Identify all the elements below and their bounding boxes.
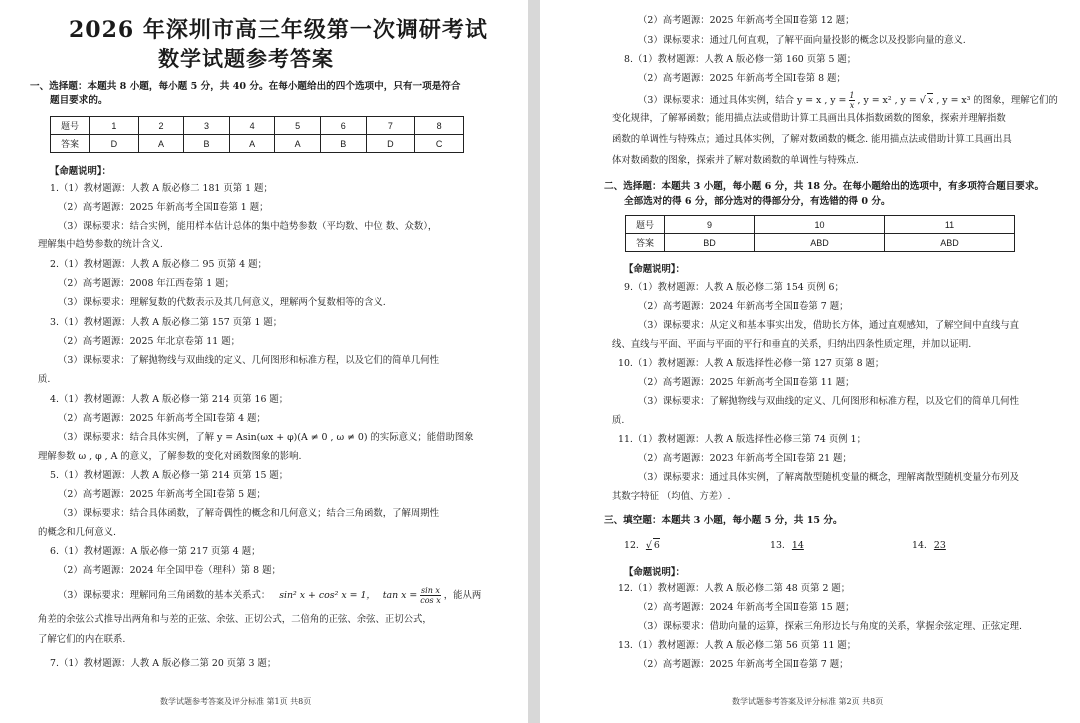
note-line: 质. (612, 415, 625, 426)
notes-heading: 【命题说明】： (624, 567, 685, 578)
fill-answer-sqrt: √ 6 (645, 540, 660, 551)
fill-number: 12. (624, 540, 639, 551)
note-line: 的概念和几何意义. (38, 527, 116, 538)
note-line: （3）课标要求：借助向量的运算，探索三角形边长与角度的关系，掌握余弦定理、正弦定理. (638, 621, 1022, 632)
page-footer: 数学试题参考答案及评分标准 第1页 共8页 (160, 697, 312, 706)
table-header-cell: 答案 (51, 135, 90, 153)
table-header-cell: 题号 (626, 216, 665, 234)
table-cell: 8 (415, 117, 464, 135)
note-line: 10.（1）教材题源：人教 A 版选择性必修一第 127 页第 8 题； (618, 358, 885, 369)
table-header-cell: 答案 (626, 234, 665, 252)
note-line: 函数的单调性与特殊点；通过具体实例，了解对数函数的概念. 能用描点法或借助计算工具画出具 (612, 134, 1012, 145)
note-line: （3）课标要求：了解抛物线与双曲线的定义、几何图形和标准方程，以及它们的简单几何性 (638, 396, 1019, 407)
note-line: （2）高考题源：2023 年新高考全国Ⅰ卷第 21 题； (638, 453, 852, 464)
note-line: 角差的余弦公式推导出两角和与差的正弦、余弦、正切公式，二倍角的正弦、余弦、正切公式， (38, 614, 432, 625)
table-header-cell: 题号 (51, 117, 90, 135)
note-line: 线、直线与平面、平面与平面的平行和垂直的关系，归纳出四条性质定理，并加以证明. (612, 339, 972, 350)
note-line-formula (638, 91, 1058, 110)
table-cell: 10 (755, 216, 885, 234)
note-line: （3）课标要求：结合具体函数，了解奇偶性的概念和几何意义；结合三角函数，了解周期性 (58, 508, 439, 519)
formula-tan-fraction (420, 586, 440, 605)
note-line: 1.（1）教材题源：人教 A 版必修二 181 页第 1 题； (50, 183, 273, 194)
fill-answer-12 (624, 538, 660, 553)
doc-title: 2026 年深圳市高三年级第一次调研考试 (69, 17, 488, 43)
table-cell: ABD (755, 234, 885, 252)
table-cell: 3 (184, 117, 230, 135)
note-line-mid: , y = x² , y = (857, 95, 917, 106)
sqrt-radical-icon: √ (919, 95, 927, 106)
note-line: 质. (38, 374, 51, 385)
fill-number: 14. (912, 540, 927, 551)
table-row (51, 117, 464, 135)
page-1 (0, 0, 528, 723)
note-line: 3.（1）教材题源：人教 A 版必修二第 157 页第 1 题； (50, 317, 283, 328)
table-cell: B (184, 135, 230, 153)
notes-heading: 【命题说明】： (624, 264, 685, 275)
table-cell: A (275, 135, 321, 153)
table-cell: 5 (275, 117, 321, 135)
note-line: 5.（1）教材题源：人教 A 版必修一第 214 页第 15 题； (50, 470, 289, 481)
table-row (626, 234, 1015, 252)
note-line: 7.（1）教材题源：人教 A 版必修二第 20 页第 3 题； (50, 658, 277, 669)
note-line: （2）高考题源：2024 年全国甲卷（理科）第 8 题； (58, 565, 281, 576)
note-line: 6.（1）教材题源：A 版必修一第 217 页第 4 题； (50, 546, 261, 557)
note-line-tail: ，能从两 (443, 590, 482, 601)
table-cell: 9 (665, 216, 755, 234)
note-line: 理解参数 ω , φ , A 的意义，了解参数的变化对函数图象的影响. (38, 451, 302, 462)
page-footer: 数学试题参考答案及评分标准 第2页 共8页 (732, 697, 884, 706)
fill-answer: 14 (791, 540, 804, 551)
section-2-heading: 二、选择题：本题共 3 小题，每小题 6 分，共 18 分。在每小题给出的选项中，有多项符合题目要求。 (604, 181, 1045, 192)
note-line: 其数字特征 （均值、方差）. (612, 491, 731, 502)
table-cell: A (138, 135, 184, 153)
note-line: （2）高考题源：2025 年新高考全国Ⅰ卷第 8 题； (638, 73, 846, 84)
table-cell: D (90, 135, 139, 153)
table-cell: 2 (138, 117, 184, 135)
note-line: （2）高考题源：2025 年新高考全国Ⅱ卷第 7 题； (638, 659, 849, 670)
fill-number: 13. (770, 540, 785, 551)
fill-answer: 23 (933, 540, 946, 551)
table-row (626, 216, 1015, 234)
notes-heading: 【命题说明】： (50, 166, 111, 177)
table-cell: 11 (885, 216, 1015, 234)
table-cell: C (415, 135, 464, 153)
section-1-heading-cont: 题目要求的。 (50, 95, 108, 106)
note-line: （2）高考题源：2025 年北京卷第 11 题； (58, 336, 240, 347)
section-1-heading: 一、选择题：本题共 8 小题，每小题 5 分，共 40 分。在每小题给出的四个选项中，只有一项是符合 (30, 81, 461, 92)
note-line: （3）课标要求：通过具体实例，了解离散型随机变量的概念，理解离散型随机变量分布列及 (638, 472, 1019, 483)
section-2-heading-cont: 全部选对的得 6 分，部分选对的得部分分，有选错的得 0 分。 (624, 196, 891, 207)
note-line: 12.（1）教材题源：人教 A 版必修二第 48 页第 2 题； (618, 583, 851, 594)
formula-tan-label: tan x = (382, 590, 418, 601)
note-line: 4.（1）教材题源：人教 A 版必修一第 214 页第 16 题； (50, 394, 289, 405)
sqrt-radicand: 6 (653, 540, 660, 551)
table-cell: B (320, 135, 366, 153)
formula-identity: sin² x + cos² x = 1， (279, 590, 376, 601)
table-cell: 1 (90, 117, 139, 135)
answer-table-1 (50, 116, 464, 153)
note-line-tail: , y = x³ 的图象，理解它们的 (936, 95, 1058, 106)
note-line: （2）高考题源：2025 年新高考全国Ⅱ卷第 1 题； (58, 202, 269, 213)
note-line: （2）高考题源：2025 年新高考全国Ⅱ卷第 11 题； (638, 377, 855, 388)
note-line: （3）课标要求：了解抛物线与双曲线的定义、几何图形和标准方程，以及它们的简单几何性 (58, 355, 439, 366)
note-line: 了解它们的内在联系. (38, 634, 126, 645)
note-line: （3）课标要求：结合具体实例，了解 y = Asin(ωx + φ)(A ≠ 0 , ω ≠ 0) 的实际意义；能借助图象 (58, 432, 474, 443)
note-line: 8.（1）教材题源：人教 A 版必修一第 160 页第 5 题； (624, 54, 857, 65)
fraction-numerator: 1 (849, 91, 855, 100)
note-line: 11.（1）教材题源：人教 A 版选择性必修三第 74 页例 1； (618, 434, 866, 445)
answer-table-2 (625, 215, 1015, 252)
table-row (51, 135, 464, 153)
note-line: 9.（1）教材题源：人教 A 版必修二第 154 页例 6； (624, 282, 844, 293)
note-line: （2）高考题源：2008 年江西卷第 1 题； (58, 278, 234, 289)
page-2 (540, 0, 1080, 723)
section-3-heading: 三、填空题：本题共 3 小题，每小题 5 分，共 15 分。 (604, 515, 843, 526)
formula-reciprocal-fraction (849, 91, 854, 110)
note-line: （3）课标要求：通过具体实例，结合 y = x , y = (638, 95, 847, 106)
table-cell: A (229, 135, 275, 153)
note-line: （3）课标要求：结合实例，能用样本估计总体的集中趋势参数（平均数、中位 数、众数）， (58, 221, 438, 232)
fill-answer-14 (912, 539, 946, 553)
table-cell: 6 (320, 117, 366, 135)
table-cell: BD (665, 234, 755, 252)
note-line: （2）高考题源：2024 年新高考全国Ⅱ卷第 7 题； (638, 301, 849, 312)
fraction-denominator: x (849, 101, 855, 110)
note-line: 理解集中趋势参数的统计含义. (38, 239, 163, 250)
table-cell: 7 (366, 117, 415, 135)
note-line: （3）课标要求：理解复数的代数表示及其几何意义，理解两个复数相等的含义. (58, 297, 386, 308)
fill-answer-13 (770, 539, 804, 553)
note-line: （3）课标要求：理解同角三角函数的基本关系式： (58, 590, 271, 601)
note-line-formula (58, 586, 481, 605)
note-line: 变化规律，了解幂函数；能用描点法或借助计算工具画出具体指数函数的图象，探索并理解指数 (612, 113, 1006, 124)
note-line: （3）课标要求：从定义和基本事实出发，借助长方体，通过直观感知，了解空间中直线与直 (638, 320, 1019, 331)
note-line: （2）高考题源：2025 年新高考全国Ⅰ卷第 5 题； (58, 489, 266, 500)
note-line: 13.（1）教材题源：人教 A 版必修二第 56 页第 11 题； (618, 640, 857, 651)
note-line: （2）高考题源：2025 年新高考全国Ⅰ卷第 4 题； (58, 413, 266, 424)
table-cell: D (366, 135, 415, 153)
table-cell: ABD (885, 234, 1015, 252)
sqrt-radicand: x (928, 95, 934, 106)
note-line: （2）高考题源：2024 年新高考全国Ⅱ卷第 15 题； (638, 602, 855, 613)
doc-subtitle: 数学试题参考答案 (158, 46, 334, 71)
fraction-denominator: cos x (420, 596, 441, 605)
note-line: （3）课标要求：通过几何直观，了解平面向量投影的概念以及投影向量的意义. (638, 35, 966, 46)
note-line: 体对数函数的图象，探索并了解对数函数的单调性与特殊点. (612, 155, 859, 166)
note-line: （2）高考题源：2025 年新高考全国Ⅱ卷第 12 题； (638, 15, 855, 26)
note-line: 2.（1）教材题源：人教 A 版必修二 95 页第 4 题； (50, 259, 267, 270)
table-cell: 4 (229, 117, 275, 135)
fraction-numerator: sin x (421, 586, 440, 595)
